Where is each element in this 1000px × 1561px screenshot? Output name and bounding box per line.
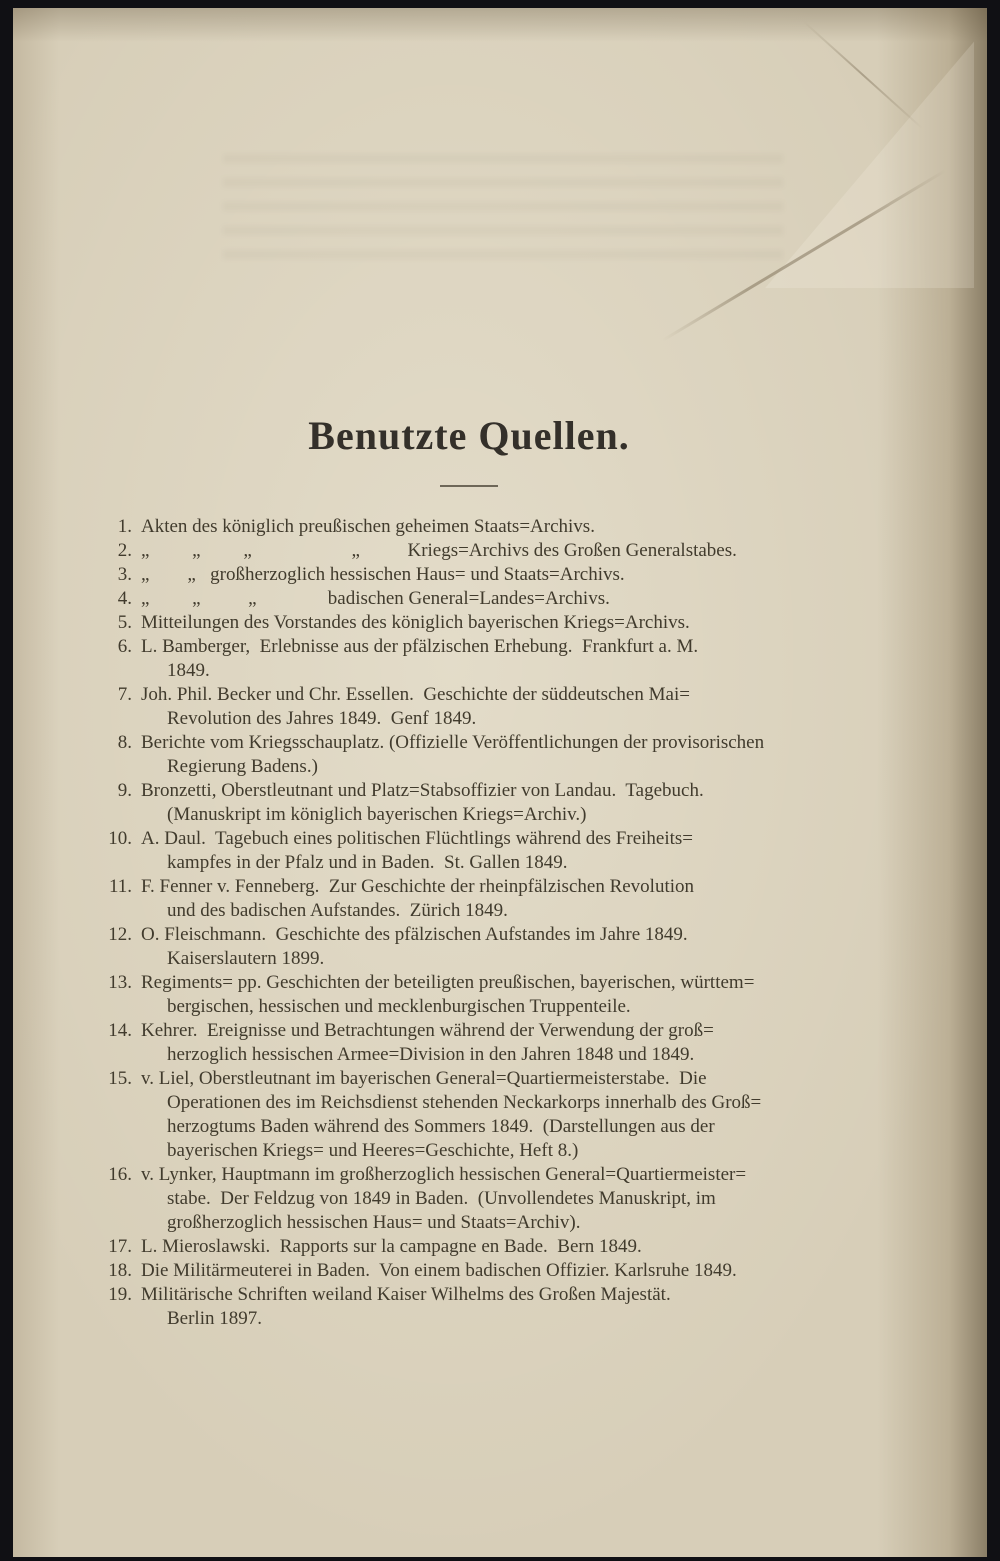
entry-text [141, 875, 840, 923]
entry-number: 19. [108, 1284, 132, 1305]
page-content [98, 8, 840, 1331]
entry-line: v. Lynker, Hauptmann im großherzoglich hessischen General=Quartiermeister= [141, 1164, 747, 1185]
entry-number: 13. [108, 972, 132, 993]
entry-line: kampfes in der Pfalz und in Baden. St. Gallen 1849. [167, 852, 568, 873]
source-entry [98, 515, 840, 539]
entry-number: 16. [108, 1164, 132, 1185]
entry-line: L. Bamberger, Erlebnisse aus der pfälzischen Erhebung. Frankfurt a. M. [141, 636, 699, 657]
entry-number: 17. [108, 1236, 132, 1257]
entry-text [141, 779, 840, 827]
source-entry [98, 731, 840, 779]
entry-number: 15. [108, 1068, 132, 1089]
entry-line: Kehrer. Ereignisse und Betrachtungen während der Verwendung der groß= [141, 1020, 714, 1041]
entry-text [141, 971, 840, 1019]
entry-text [141, 1067, 840, 1163]
entry-line: herzogtums Baden während des Sommers 1849. (Darstellungen aus der [167, 1116, 715, 1137]
entry-line: Bronzetti, Oberstleutnant und Platz=Stabsoffizier von Landau. Tagebuch. [141, 780, 704, 801]
entry-line: bergischen, hessischen und mecklenburgischen Truppenteile. [167, 996, 631, 1017]
entry-line: bayerischen Kriegs= und Heeres=Geschichte, Heft 8.) [167, 1140, 579, 1161]
entry-line: Operationen des im Reichsdienst stehenden Neckarkorps innerhalb des Groß= [167, 1092, 762, 1113]
entry-number: 3. [117, 564, 132, 585]
entry-number: 8. [117, 732, 132, 753]
source-entry [98, 563, 840, 587]
source-entry [98, 1019, 840, 1067]
book-page [13, 8, 987, 1557]
entry-text [141, 1163, 840, 1235]
entry-text [141, 587, 840, 611]
source-entry [98, 1259, 840, 1283]
title-divider-rule [440, 485, 498, 487]
entry-text [141, 827, 840, 875]
page-title: Benutzte Quellen. [308, 413, 630, 458]
entry-number: 2. [117, 540, 132, 561]
entry-line: 1849. [167, 660, 210, 681]
source-entry [98, 587, 840, 611]
entry-line: Berichte vom Kriegsschauplatz. (Offizielle Veröffentlichungen der provisorischen [141, 732, 765, 753]
entry-line: F. Fenner v. Fenneberg. Zur Geschichte der rheinpfälzischen Revolution [141, 876, 695, 897]
entry-text [141, 1019, 840, 1067]
source-entry [98, 635, 840, 683]
entry-number: 11. [108, 876, 132, 897]
source-entry [98, 1163, 840, 1235]
entry-line: Regierung Badens.) [167, 756, 318, 777]
source-entry [98, 827, 840, 875]
entry-number: 4. [117, 588, 132, 609]
entry-line: großherzoglich hessischen Haus= und Staats=Archiv). [167, 1212, 581, 1233]
source-entry [98, 875, 840, 923]
entry-line: A. Daul. Tagebuch eines politischen Flüchtlings während des Freiheits= [141, 828, 694, 849]
entry-number: 1. [117, 516, 132, 537]
entry-line: „ „ großherzoglich hessischen Haus= und Staats=Archivs. [141, 564, 625, 585]
entry-number: 12. [108, 924, 132, 945]
entry-line: Mitteilungen des Vorstandes des königlich bayerischen Kriegs=Archivs. [141, 612, 690, 633]
entry-line: Revolution des Jahres 1849. Genf 1849. [167, 708, 477, 729]
source-entry [98, 611, 840, 635]
source-entry [98, 779, 840, 827]
entry-text [141, 731, 840, 779]
entry-line: Akten des königlich preußischen geheimen Staats=Archivs. [141, 516, 595, 537]
source-entry [98, 1067, 840, 1163]
entry-line: und des badischen Aufstandes. Zürich 1849. [167, 900, 508, 921]
source-entry [98, 1283, 840, 1331]
entry-line: stabe. Der Feldzug von 1849 in Baden. (Unvollendetes Manuskript, im [167, 1188, 716, 1209]
entry-number: 5. [117, 612, 132, 633]
entry-text [141, 1283, 840, 1331]
entry-line: (Manuskript im königlich bayerischen Kriegs=Archiv.) [167, 804, 587, 825]
entry-text [141, 923, 840, 971]
source-entry [98, 1235, 840, 1259]
entry-text [141, 515, 840, 539]
source-entry [98, 683, 840, 731]
entry-text [141, 611, 840, 635]
entry-line: L. Mieroslawski. Rapports sur la campagne en Bade. Bern 1849. [141, 1236, 642, 1257]
entry-number: 18. [108, 1260, 132, 1281]
entry-text [141, 683, 840, 731]
entry-line: Berlin 1897. [167, 1308, 262, 1329]
entry-number: 10. [108, 828, 132, 849]
entry-line: v. Liel, Oberstleutnant im bayerischen General=Quartiermeisterstabe. Die [141, 1068, 707, 1089]
entry-text [141, 539, 840, 563]
source-entry [98, 971, 840, 1019]
entry-number: 14. [108, 1020, 132, 1041]
entry-text [141, 1235, 840, 1259]
entry-text [141, 563, 840, 587]
entry-number: 6. [117, 636, 132, 657]
entry-line: O. Fleischmann. Geschichte des pfälzischen Aufstandes im Jahre 1849. [141, 924, 688, 945]
entry-text [141, 635, 840, 683]
entry-line: herzoglich hessischen Armee=Division in den Jahren 1848 und 1849. [167, 1044, 695, 1065]
entry-line: „ „ „ badischen General=Landes=Archivs. [141, 588, 610, 609]
entry-text [141, 1259, 840, 1283]
entry-line: „ „ „ „ Kriegs=Archivs des Großen Generalstabes. [141, 540, 737, 561]
entry-line: Joh. Phil. Becker und Chr. Essellen. Geschichte der süddeutschen Mai= [141, 684, 690, 705]
entry-number: 9. [117, 780, 132, 801]
source-entry [98, 923, 840, 971]
source-entry [98, 539, 840, 563]
entry-line: Regiments= pp. Geschichten der beteiligten preußischen, bayerischen, württem= [141, 972, 755, 993]
entry-line: Kaiserslautern 1899. [167, 948, 325, 969]
sources-list [98, 515, 840, 1331]
entry-line: Militärische Schriften weiland Kaiser Wilhelms des Großen Majestät. [141, 1284, 671, 1305]
entry-line: Die Militärmeuterei in Baden. Von einem badischen Offizier. Karlsruhe 1849. [141, 1260, 737, 1281]
entry-number: 7. [117, 684, 132, 705]
